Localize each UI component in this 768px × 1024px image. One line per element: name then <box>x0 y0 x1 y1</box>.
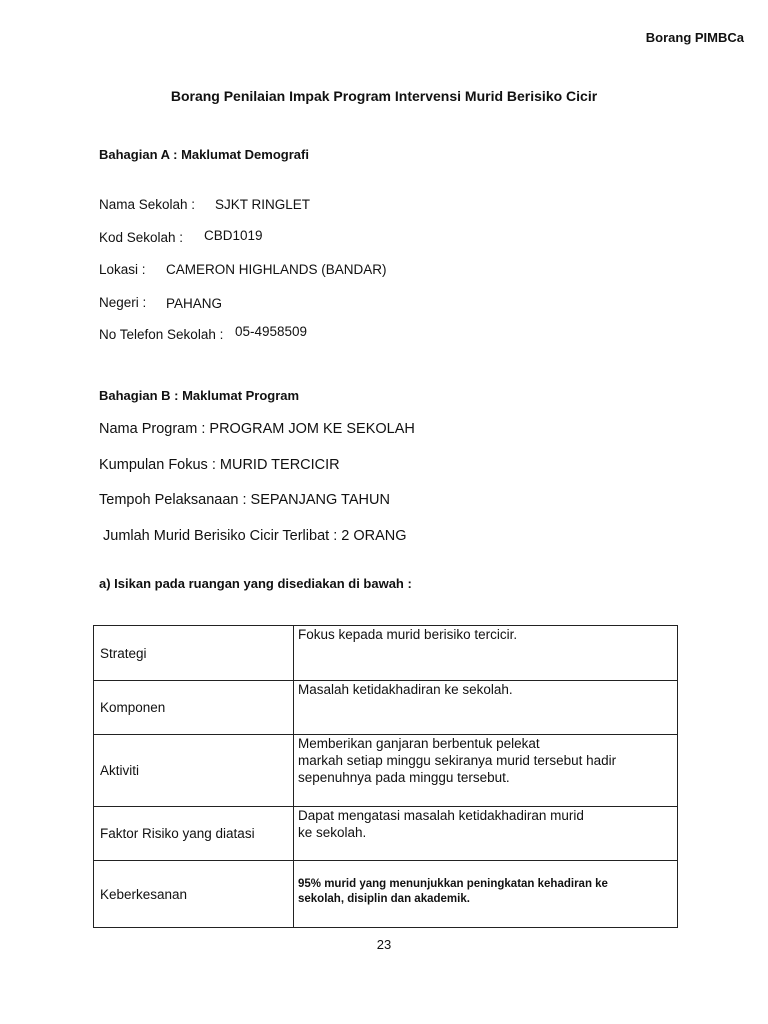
state-value: PAHANG <box>166 296 223 311</box>
table-row <box>94 681 678 735</box>
school-name-label: Nama Sekolah : <box>99 197 196 212</box>
section-b-heading: Bahagian B : Maklumat Program <box>99 388 300 403</box>
activity-desc: Memberikan ganjaran berbentuk pelekat markah setiap minggu sekiranya murid tersebut hadir sepenuhnya pada minggu tersebut. <box>294 735 678 807</box>
component-desc: Masalah ketidakhadiran ke sekolah. <box>294 681 678 735</box>
effectiveness-label: Keberkesanan <box>94 861 294 928</box>
component-label: Komponen <box>94 681 294 735</box>
page-number: 23 <box>376 937 392 952</box>
students-involved-line: Jumlah Murid Berisiko Cicir Terlibat : 2 ORANG <box>103 528 407 544</box>
effectiveness-desc: 95% murid yang menunjukkan peningkatan kehadiran ke sekolah, disiplin dan akademik. <box>294 861 678 928</box>
phone-label: No Telefon Sekolah : <box>99 327 224 342</box>
table-row <box>94 626 678 681</box>
table-row <box>94 735 678 807</box>
form-code: Borang PIMBCa <box>645 30 744 45</box>
risk-factor-label: Faktor Risiko yang diatasi <box>94 807 294 861</box>
phone-value: 05-4958509 <box>235 324 308 339</box>
state-label: Negeri : <box>99 295 147 310</box>
table-row <box>94 807 678 861</box>
table-instruction: a) Isikan pada ruangan yang disediakan di bawah : <box>99 576 412 591</box>
activity-label: Aktiviti <box>94 735 294 807</box>
document-title: Borang Penilaian Impak Program Intervensi Murid Berisiko Cicir <box>170 88 598 104</box>
strategy-desc: Fokus kepada murid berisiko tercicir. <box>294 626 678 681</box>
school-code-value: CBD1019 <box>204 228 263 243</box>
location-label: Lokasi : <box>99 262 146 277</box>
strategy-label: Strategi <box>94 626 294 681</box>
location-value: CAMERON HIGHLANDS (BANDAR) <box>166 262 387 277</box>
section-a-heading: Bahagian A : Maklumat Demografi <box>99 147 309 162</box>
risk-factor-desc: Dapat mengatasi masalah ketidakhadiran murid ke sekolah. <box>294 807 678 861</box>
focus-group-line: Kumpulan Fokus : MURID TERCICIR <box>99 457 340 473</box>
school-code-label: Kod Sekolah : <box>99 230 184 245</box>
school-name-value: SJKT RINGLET <box>215 197 311 212</box>
table-row <box>94 861 678 928</box>
duration-line: Tempoh Pelaksanaan : SEPANJANG TAHUN <box>99 492 390 508</box>
program-name-line: Nama Program : PROGRAM JOM KE SEKOLAH <box>99 421 415 437</box>
evaluation-table <box>93 625 678 928</box>
